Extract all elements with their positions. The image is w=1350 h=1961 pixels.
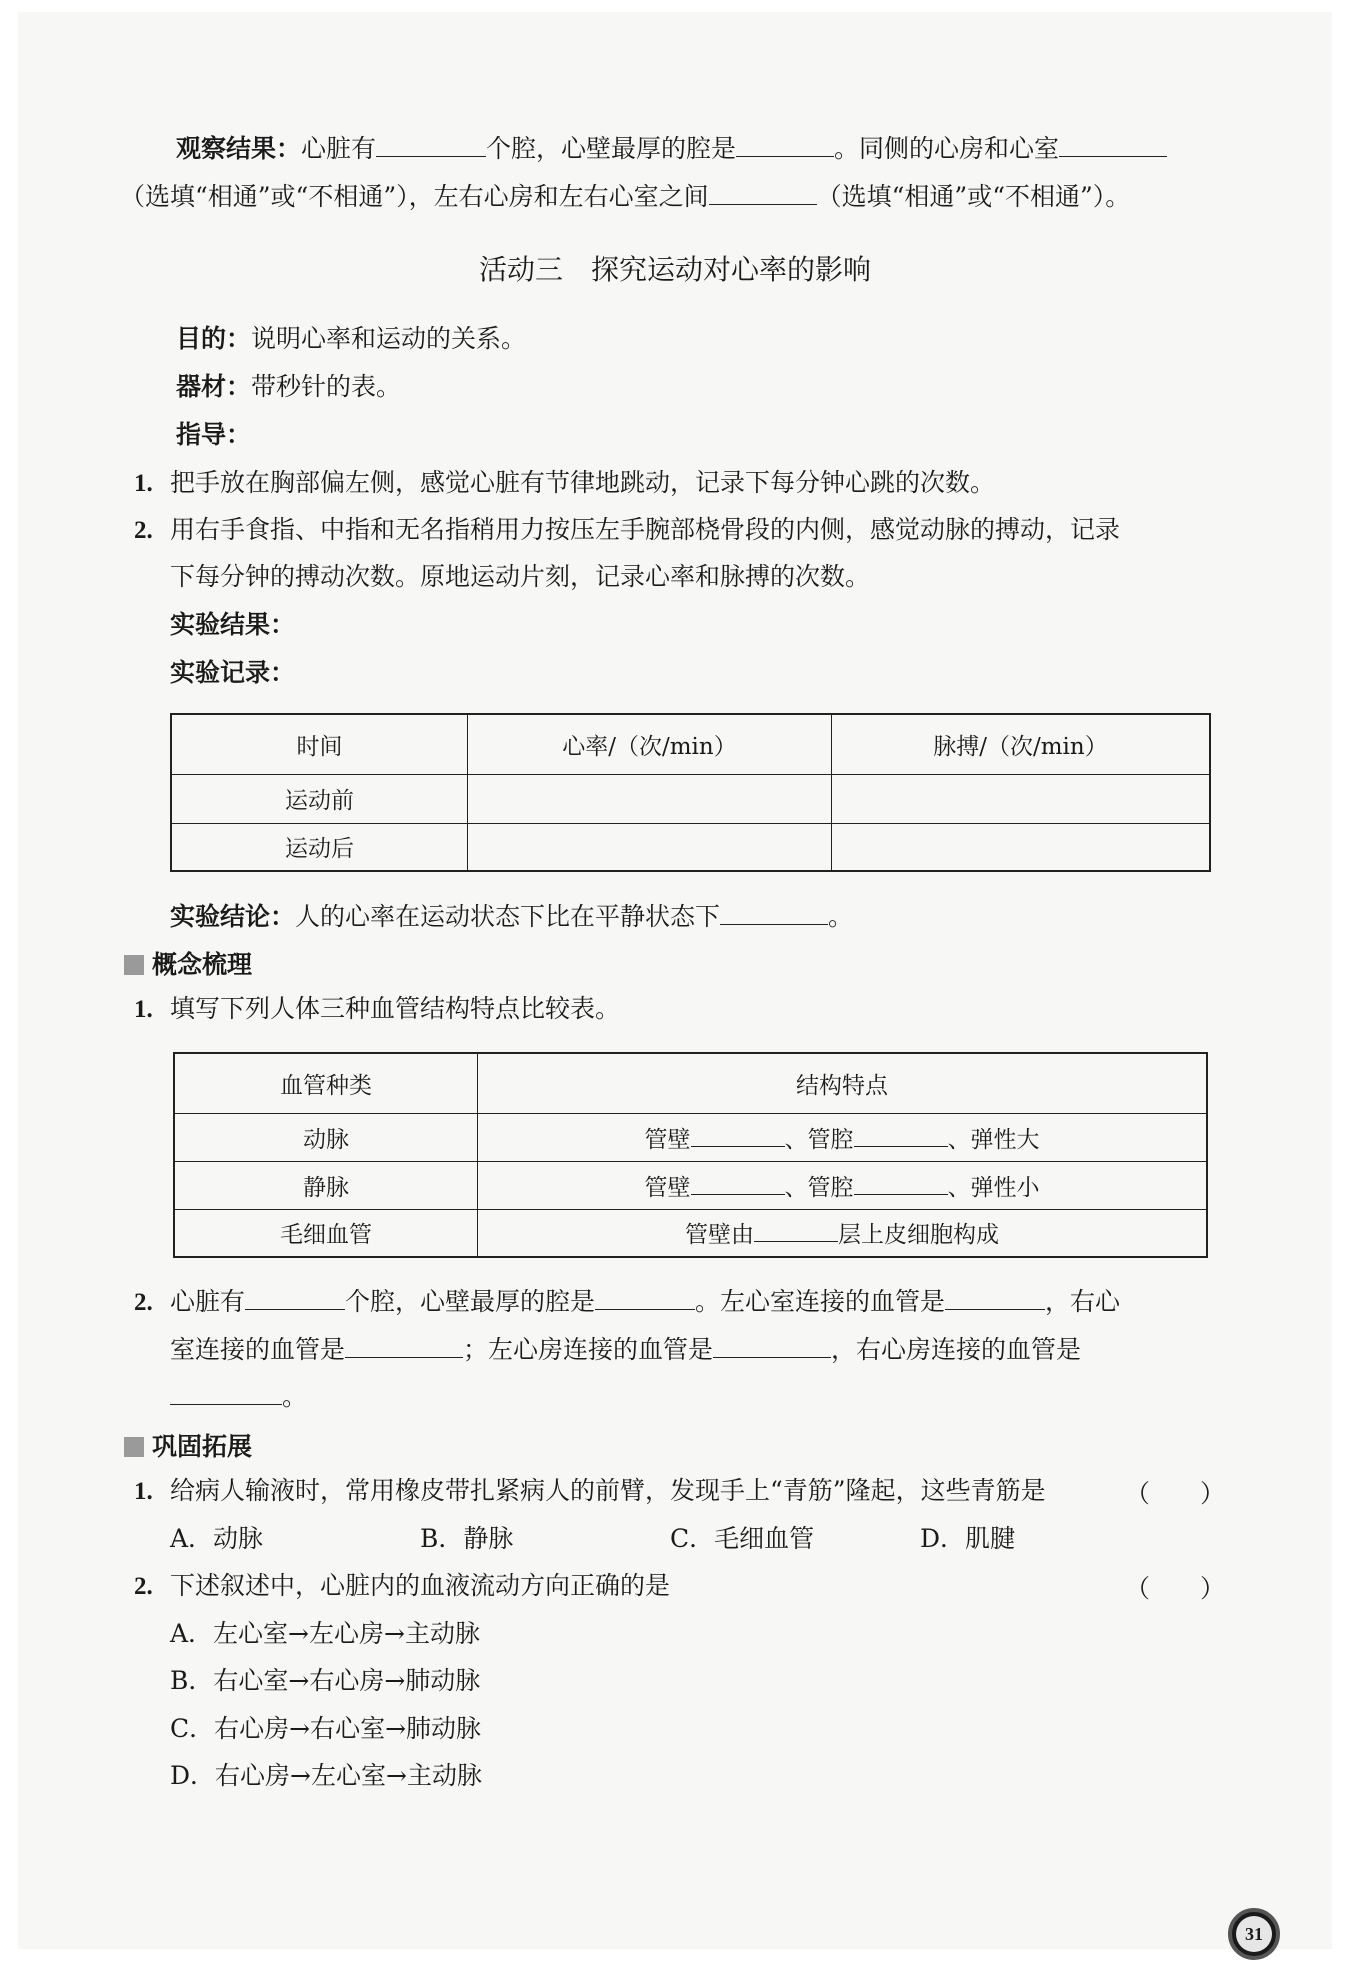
materials-text: 带秒针的表。: [251, 372, 402, 401]
section-square-icon: [124, 955, 144, 975]
section-heading-text: 巩固拓展: [152, 1432, 253, 1461]
observation-text: （选填“相通”或“不相通”），左右心房和左右心室之间: [120, 182, 709, 211]
conclusion-label: 实验结论：: [170, 902, 296, 931]
table-header: 心率/（次/min）: [468, 714, 832, 774]
answer-blank[interactable]: [736, 130, 834, 157]
answer-blank[interactable]: [1059, 130, 1167, 157]
table-header: 结构特点: [478, 1053, 1208, 1113]
materials-label: 器材：: [176, 372, 252, 401]
table-row-label: 静脉: [174, 1161, 478, 1209]
observation-text: 。同侧的心房和心室: [834, 134, 1060, 163]
purpose-label: 目的：: [176, 324, 252, 353]
answer-parentheses[interactable]: （ ）: [1125, 1574, 1226, 1603]
question-number: 2.: [134, 1289, 153, 1316]
question-text: 室连接的血管是: [170, 1335, 346, 1364]
materials-line: [176, 370, 401, 404]
cell-text: 、弹性小: [947, 1174, 1040, 1201]
section-square-icon: [124, 1437, 144, 1457]
cell-text: 、管腔: [784, 1174, 854, 1201]
answer-blank[interactable]: [170, 1378, 282, 1405]
answer-blank[interactable]: [854, 1172, 948, 1195]
section-heading-text: 概念梳理: [152, 950, 253, 979]
cell-text: 层上皮细胞构成: [838, 1222, 999, 1249]
option-b[interactable]: B．右心室→右心房→肺动脉: [170, 1666, 481, 1695]
answer-blank[interactable]: [345, 1331, 463, 1358]
observation-label: 观察结果：: [176, 134, 302, 163]
question-text: ，右心: [1045, 1287, 1121, 1316]
answer-blank[interactable]: [720, 898, 828, 925]
extension-q2: [134, 1569, 670, 1604]
question-text: ；左心房连接的血管是: [463, 1335, 714, 1364]
answer-blank[interactable]: [854, 1124, 948, 1147]
question-number: 1.: [134, 1478, 153, 1505]
observation-text: 个腔，心壁最厚的腔是: [486, 134, 737, 163]
table-row-label: 动脉: [174, 1113, 478, 1161]
answer-blank[interactable]: [709, 178, 817, 205]
extension-q1: [134, 1474, 1046, 1509]
table-cell: [478, 1161, 1208, 1209]
table-header: 时间: [171, 714, 468, 774]
question-number: 2.: [134, 1573, 153, 1600]
conclusion-text: 人的心率在运动状态下比在平静状态下: [295, 902, 721, 931]
table-cell: [478, 1209, 1208, 1257]
option-c[interactable]: C．右心房→右心室→肺动脉: [170, 1714, 482, 1743]
answer-blank[interactable]: [713, 1331, 831, 1358]
answer-blank[interactable]: [595, 1283, 695, 1310]
question-text: 心脏有: [170, 1287, 246, 1316]
step-text: 用右手食指、中指和无名指稍用力按压左手腕部桡骨段的内侧，感觉动脉的搏动，记录: [170, 515, 1121, 544]
purpose-line: [176, 322, 526, 356]
answer-blank[interactable]: [691, 1172, 785, 1195]
section-heading-extension: [124, 1427, 252, 1463]
table-row-label: 运动前: [171, 774, 468, 823]
table-cell-empty[interactable]: [468, 774, 832, 823]
blood-vessel-table: [173, 1052, 1208, 1258]
option-c[interactable]: C．毛细血管: [670, 1524, 815, 1553]
option-a[interactable]: A．左心室→左心房→主动脉: [170, 1619, 480, 1648]
option-b[interactable]: B．静脉: [420, 1524, 514, 1553]
cell-text: 管壁: [644, 1126, 691, 1153]
observation-line-1: [176, 130, 1167, 166]
question-text: 个腔，心壁最厚的腔是: [345, 1287, 596, 1316]
step-number: 2.: [134, 517, 153, 544]
observation-text: （选填“相通”或“不相通”）。: [816, 182, 1131, 211]
concept-q2-line-3: [170, 1378, 307, 1414]
concept-q2-line-1: [134, 1283, 1120, 1320]
concept-q1: [134, 992, 620, 1027]
cell-text: 、管腔: [784, 1126, 854, 1153]
question-number: 1.: [134, 996, 153, 1023]
option-d[interactable]: D．右心房→左心室→主动脉: [170, 1761, 482, 1790]
activity-title: 活动三 探究运动对心率的影响: [478, 253, 871, 286]
step-number: 1.: [134, 470, 153, 497]
table-row-label: 运动后: [171, 823, 468, 871]
step-2: [134, 513, 1120, 548]
cell-text: 管壁: [644, 1174, 691, 1201]
page-number: 31: [1236, 1916, 1272, 1952]
guide-label: 指导：: [176, 420, 252, 449]
question-text: 给病人输液时，常用橡皮带扎紧病人的前臂，发现手上“青筋”隆起，这些青筋是: [170, 1476, 1046, 1505]
concept-q2-line-2: [170, 1331, 1081, 1367]
table-cell-empty[interactable]: [832, 774, 1211, 823]
question-text: 填写下列人体三种血管结构特点比较表。: [170, 994, 621, 1023]
step-text: 把手放在胸部偏左侧，感觉心脏有节律地跳动，记录下每分钟心跳的次数。: [170, 468, 996, 497]
table-cell: [478, 1113, 1208, 1161]
answer-blank[interactable]: [945, 1283, 1045, 1310]
table-header: 脉搏/（次/min）: [832, 714, 1211, 774]
result-label: 实验结果：: [170, 610, 296, 639]
answer-blank[interactable]: [691, 1124, 785, 1147]
question-text: 。左心室连接的血管是: [695, 1287, 946, 1316]
purpose-text: 说明心率和运动的关系。: [251, 324, 527, 353]
observation-line-2: [120, 178, 1130, 214]
table-header: 血管种类: [174, 1053, 478, 1113]
record-label: 实验记录：: [170, 658, 296, 687]
answer-blank[interactable]: [245, 1283, 345, 1310]
observation-text: 心脏有: [301, 134, 377, 163]
table-row-label: 毛细血管: [174, 1209, 478, 1257]
cell-text: 、弹性大: [947, 1126, 1040, 1153]
answer-blank[interactable]: [376, 130, 486, 157]
option-a[interactable]: A．动脉: [170, 1524, 264, 1553]
conclusion-text: 。: [828, 902, 854, 931]
step-2-continued: 下每分钟的搏动次数。原地运动片刻，记录心率和脉搏的次数。: [170, 562, 871, 591]
conclusion-line: [170, 898, 853, 934]
question-text: 。: [282, 1382, 308, 1411]
answer-parentheses[interactable]: （ ）: [1125, 1479, 1226, 1508]
table-cell-empty[interactable]: [468, 823, 832, 871]
table-cell-empty[interactable]: [832, 823, 1211, 871]
question-text: ，右心房连接的血管是: [831, 1335, 1082, 1364]
step-1: [134, 466, 995, 501]
question-text: 下述叙述中，心脏内的血液流动方向正确的是: [170, 1571, 671, 1600]
heart-rate-table: [170, 713, 1211, 872]
cell-text: 管壁由: [685, 1222, 754, 1249]
option-d[interactable]: D．肌腱: [920, 1524, 1016, 1553]
answer-blank[interactable]: [754, 1219, 838, 1242]
section-heading-concepts: [124, 945, 252, 981]
